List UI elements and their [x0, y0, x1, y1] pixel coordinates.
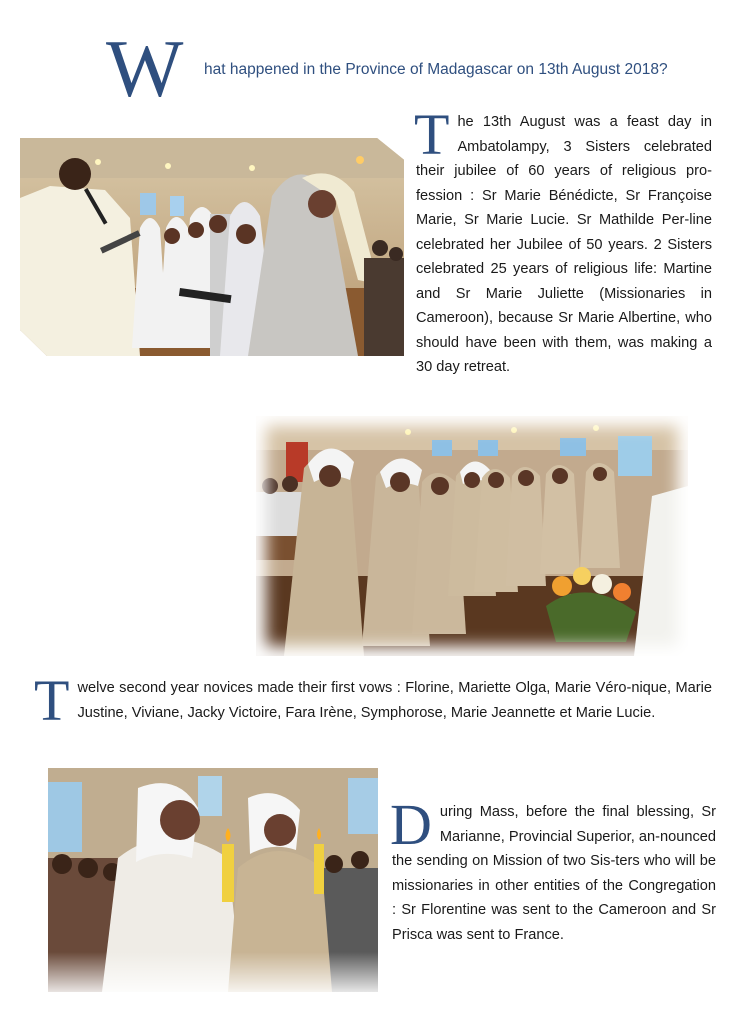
title-initial: W	[106, 23, 184, 114]
page-title	[106, 23, 726, 114]
paragraph-first-vows	[34, 668, 712, 733]
photo-jubilee-sisters	[20, 138, 404, 356]
paragraph-jubilee-text: he 13th August was a feast day in Ambatolampy, 3 Sisters celebrated their jubilee of 60 years of religious pro-fession : Sr Marie Bénédicte, Sr Françoise Marie, Sr Marie Lucie. Sr Mathilde Per-line celebrated her Jubilee of 50 years. 2 Sisters celebrated 25 years of religious life: Martine and Sr Marie Juliette (Missionaries in Cameroon), because Sr Marie Albertine, who should have been with them, was making a 30 day retreat.	[416, 114, 712, 375]
paragraph-mission-initial: D	[390, 792, 432, 857]
paragraph-first-vows-initial: T	[34, 668, 70, 733]
photo-novices-vows	[256, 416, 688, 656]
photo-mission-candles	[48, 768, 378, 992]
paragraph-mission-text: uring Mass, before the final blessing, Sr Marianne, Provincial Superior, an-nounced the sending on Mission of two Sis-ters who will be missionaries in other entities of the Congregation : Sr Florentine was sent to the Cameroon and Sr Prisca was sent to France.	[392, 804, 716, 943]
paragraph-first-vows-text: welve second year novices made their first vows : Florine, Mariette Olga, Marie Véro-nique, Marie Justine, Viviane, Jacky Victoire, Fara Irène, Symphorose, Marie Jeannette et Marie Lucie.	[77, 680, 712, 721]
title-text: hat happened in the Province of Madagascar on 13th August 2018?	[204, 61, 668, 78]
paragraph-mission	[390, 792, 716, 947]
paragraph-jubilee	[414, 102, 712, 380]
paragraph-jubilee-initial: T	[414, 102, 450, 167]
